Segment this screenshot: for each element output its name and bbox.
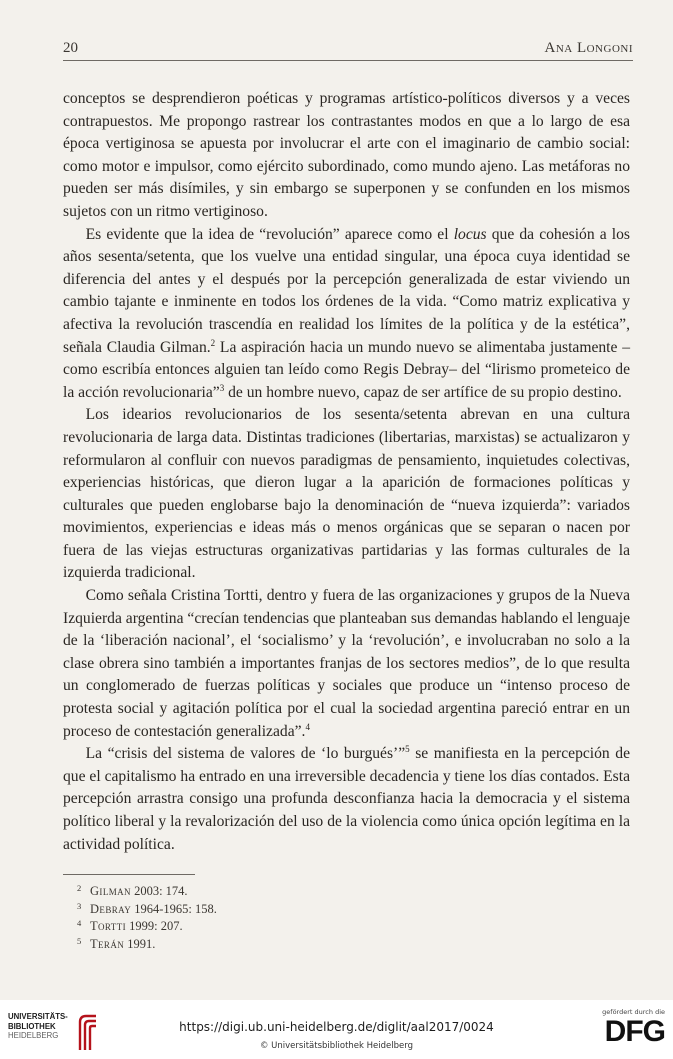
paragraph-3: Los idearios revolucionarios de los sesenta/setenta abrevan en una cultura revolucionaria de larga data. Distintas tradiciones (libertarias, marxistas) se actualizaron y reformularon al confluir con nuevos paradigmas de pensamiento, inquietudes colectivas, experiencias históricas, que dieron lugar a la aparición de formaciones políticas y culturales que pueden englobarse bajo la denominación de “nueva izquierda”: variados movimientos, experiencias e ideas más o menos orgánicas que se separan o nacen por fuera de las viejas estructuras organizativas partidarias y las formas culturales de la izquierda tradicional. [63, 406, 630, 582]
footnote-ref-2: 2 [210, 337, 216, 348]
page-number: 20 [63, 40, 78, 56]
library-logo[interactable]: UNIVERSITÄTS- BIBLIOTHEK HEIDELBERG [8, 1012, 98, 1054]
running-head-author: Ana Longoni [544, 40, 633, 56]
locus-italic: locus [453, 225, 487, 243]
running-header [63, 38, 633, 61]
footnote: 3 Debray 1964-1965: 158. [77, 900, 217, 916]
paragraph-5: La “crisis del sistema de valores de ‘lo burgués’”$^5$ se manifiesta en la percepción de que el capitalismo ha entrado en una irreversible decadencia y tiene los días contados. Esta percepción arrastra consigo una profunda desconfianza hacia la democracia y el sistema político liberal y la revalorización del uso de la violencia como única opción legítima en la actividad política. [63, 744, 630, 853]
viewer-footer [0, 1000, 673, 1059]
footnote: 2 Gilman 2003: 174. [77, 883, 188, 898]
footnote: 5 Terán 1991. [77, 935, 156, 951]
footnote-ref-3: 3 [219, 382, 225, 393]
footnote-divider [63, 874, 195, 875]
paragraph-4: Como señala Cristina Tortti, dentro y fuera de las organizaciones y grupos de la Nueva Izquierda argentina “crecían tendencias que planteaban sus demandas hablando el lenguaje de la ‘liberación nacional’, el ‘socialismo’ y la ‘revolución’, e involucraban no solo a la clase obrera sino también a importantes franjas de los sectores medios”, de lo que resulta un conglomerado de fuerzas políticas y sociales que produce un “intenso proceso de protesta social y agitación política por el cual la sociedad argentina pareció entrar en un proceso de contestación generalizada”.$^4$ [63, 587, 630, 740]
footnote-ref-4: 4 [305, 721, 310, 732]
footnote-ref-5: 5 [405, 744, 410, 755]
footnote: 4 Tortti 1999: 207. [77, 918, 183, 933]
paragraph-2: Es evidente que la idea de “revolución” aparece como el locus que da cohesión a los años sesenta/setenta, que los vuelve una entidad singular, una época cuya identidad se diferencia del antes y el después por la percepción generalizada de estar viviendo un cambio tajante e inminente en todos los órdenes de la vida. “Como matriz explicativa y afectiva la revolución trascendía en realidad los límites de la política y de la estética”, señala Claudia Gilman.$^2$ La aspiración hacia un mundo nuevo se alimentaba justamente –como escribía entonces alguien tan leído como Regis Debray– del “lirismo prometeico de la acción revolucionaria”$^3$ de un hombre nuevo, capaz de ser artífice de su propio destino. [63, 225, 630, 401]
permalink-url[interactable]: https://digi.ub.uni-heidelberg.de/diglit/aal2017/0024 [179, 1020, 494, 1034]
paragraph-1: conceptos se desprendieron poéticas y programas artístico-políticos diversos y a veces contrapuestos. Me propongo rastrear los contrastantes modos en que a lo largo de esa época vertiginosa se apuesta por involucrar el arte con el imaginario de cambio social: como motor e impulsor, como ejército subordinado, como mundo ajeno. Las metáforas no pueden ser más disímiles, y sin embargo se superponen y se confunden en los mismos sujetos con un ritmo vertiginoso. [63, 90, 630, 220]
footnotes [63, 883, 630, 953]
body-text [63, 88, 630, 856]
dfg-logo[interactable]: gefördert durch die DFG [602, 1008, 665, 1048]
copyright-notice: © Universitätsbibliothek Heidelberg [259, 1041, 413, 1051]
